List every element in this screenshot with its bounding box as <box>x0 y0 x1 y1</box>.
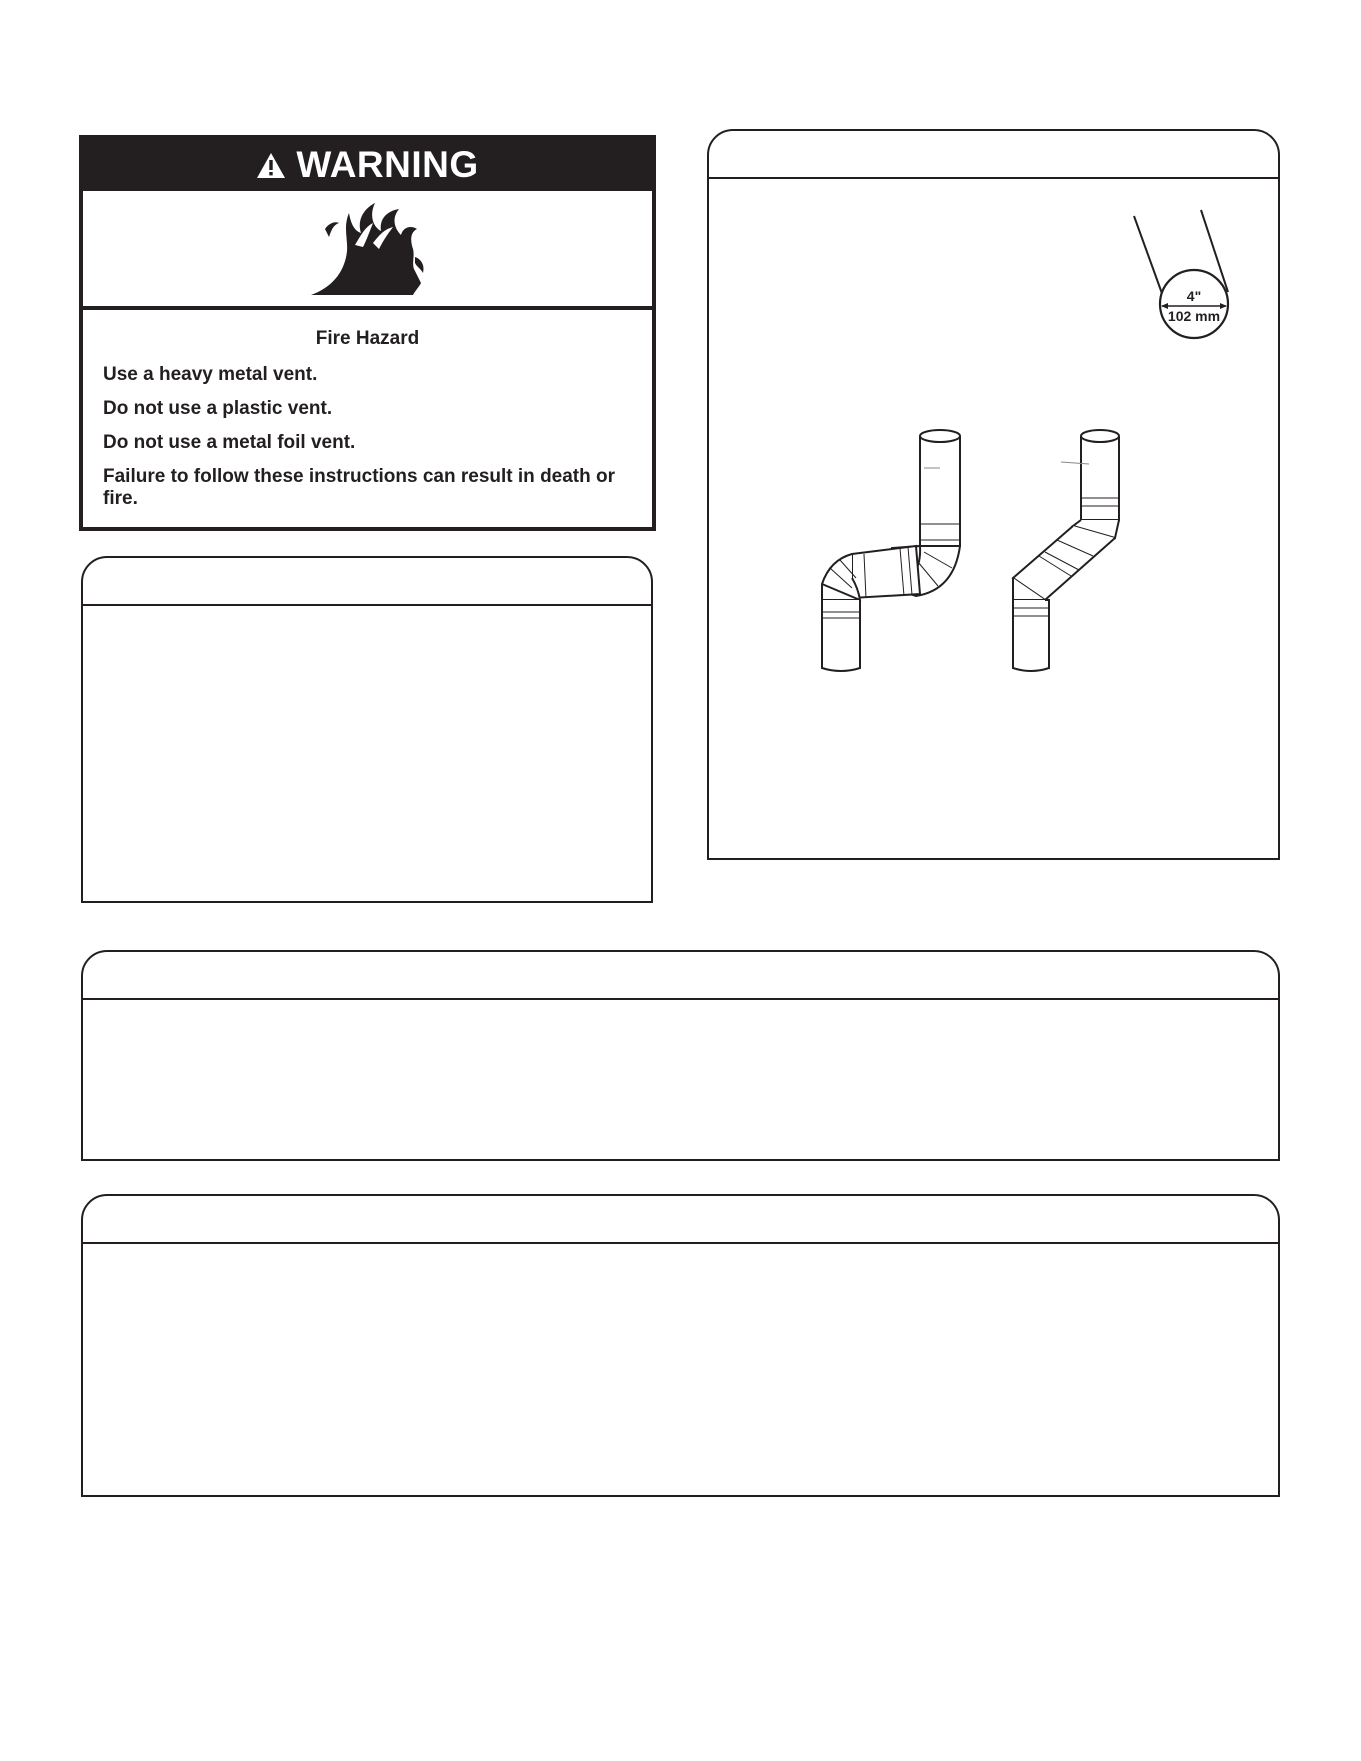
elbow-offset-figure-1 <box>812 428 972 683</box>
left-panel-body <box>83 606 651 630</box>
fire-icon <box>303 199 433 299</box>
elbow-offset-figure-2 <box>1005 428 1135 683</box>
warning-symbol-area <box>83 191 652 310</box>
diameter-millimeters: 102 mm <box>1167 308 1221 324</box>
forty-five-degree-elbow-icon <box>1005 428 1135 678</box>
warning-line-consequence: Failure to follow these instructions can result in death or fire. <box>103 466 616 509</box>
vent-diameter-icon <box>1130 205 1250 345</box>
wide-panel-1-heading <box>83 952 1278 1000</box>
warning-title: Fire Hazard <box>315 328 420 349</box>
left-info-panel <box>81 556 653 903</box>
vent-diameter-figure <box>1130 205 1250 350</box>
wide-panel-2-heading <box>83 1196 1278 1244</box>
diameter-inches: 4" <box>1186 288 1202 304</box>
warning-signal-word: WARNING <box>296 144 479 185</box>
warning-line-no-plastic: Do not use a plastic vent. <box>103 398 333 419</box>
ninety-degree-elbow-icon <box>812 428 972 678</box>
wide-panel-2-body <box>83 1244 1278 1268</box>
wide-panel-1-body <box>83 1000 1278 1024</box>
wide-info-panel-2 <box>81 1194 1280 1497</box>
warning-triangle-icon <box>256 152 286 179</box>
warning-line-no-foil: Do not use a metal foil vent. <box>103 432 356 453</box>
vent-panel-heading <box>709 131 1278 179</box>
wide-info-panel-1 <box>81 950 1280 1161</box>
warning-body <box>83 310 652 510</box>
left-panel-heading <box>83 558 651 606</box>
vent-panel-body <box>709 179 1278 203</box>
warning-header <box>83 139 652 191</box>
warning-line-metal-vent: Use a heavy metal vent. <box>103 364 318 385</box>
fire-hazard-warning <box>79 135 656 531</box>
